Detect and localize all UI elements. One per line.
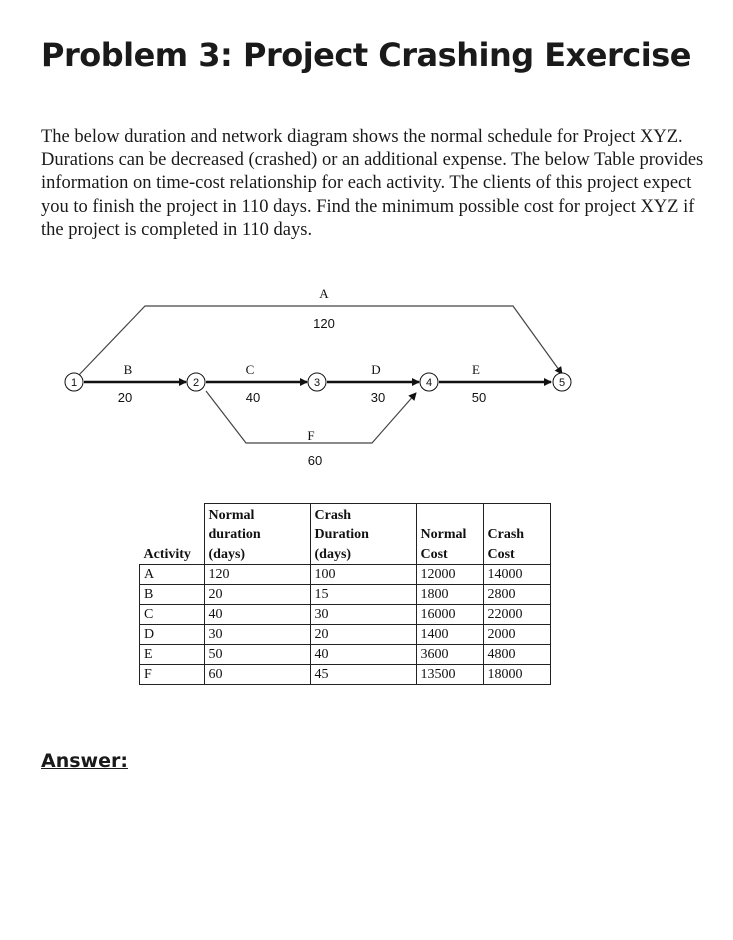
svg-text:3: 3 [313,377,321,389]
cell-crash-duration: 45 [310,665,416,685]
label-a: A [319,286,329,301]
cell-normal-cost: 1800 [416,585,483,605]
header-normal-duration: Normal duration (days) [204,504,310,565]
table-row [140,645,551,665]
table-row [140,605,551,625]
cell-activity: D [140,625,205,645]
node-3 [308,373,326,391]
node-1 [65,373,83,391]
answer-label: Answer: [41,750,128,772]
duration-c: 40 [245,390,261,405]
duration-e: 50 [471,390,487,405]
duration-f: 60 [307,453,323,468]
cell-normal-duration: 40 [204,605,310,625]
svg-text:4: 4 [425,377,433,389]
table-row [140,585,551,605]
label-f: F [307,428,315,443]
cell-normal-cost: 1400 [416,625,483,645]
cell-crash-cost: 22000 [483,605,550,625]
cell-crash-cost: 2800 [483,585,550,605]
cell-activity: B [140,585,205,605]
cell-normal-cost: 12000 [416,565,483,585]
cell-activity: A [140,565,205,585]
svg-text:5: 5 [558,377,566,389]
cell-normal-cost: 13500 [416,665,483,685]
node-4 [420,373,438,391]
cell-activity: E [140,645,205,665]
cell-crash-cost: 18000 [483,665,550,685]
svg-text:2: 2 [192,377,200,389]
label-c: C [245,362,255,377]
cell-crash-cost: 4800 [483,645,550,665]
cell-normal-cost: 3600 [416,645,483,665]
label-e: E [472,362,480,377]
header-crash-cost: Crash Cost [483,504,550,565]
table-row [140,665,551,685]
table-row [140,565,551,585]
cell-crash-duration: 30 [310,605,416,625]
cell-normal-duration: 60 [204,665,310,685]
page-title: Problem 3: Project Crashing Exercise [41,36,691,74]
header-normal-cost: Normal Cost [416,504,483,565]
problem-description: The below duration and network diagram shows the normal schedule for Project XYZ. Durations can be decreased (crashed) or an additional expense. The below Table provides information on time-cost relationship for each activity. The clients of this project expect you to finish the project in 110 days. Find the minimum possible cost for project XYZ if the project is completed in 110 days. [41,127,704,240]
duration-b: 20 [117,390,133,405]
svg-text:1: 1 [70,377,78,389]
table-row [140,625,551,645]
cell-crash-duration: 40 [310,645,416,665]
label-b: B [123,362,133,377]
cell-normal-duration: 50 [204,645,310,665]
header-crash-duration: Crash Duration (days) [310,504,416,565]
cell-activity: F [140,665,205,685]
cell-crash-duration: 20 [310,625,416,645]
cell-crash-cost: 2000 [483,625,550,645]
cell-crash-cost: 14000 [483,565,550,585]
cell-activity: C [140,605,205,625]
node-2 [187,373,205,391]
cell-normal-duration: 20 [204,585,310,605]
table-header-row [140,504,551,565]
duration-d: 30 [370,390,386,405]
header-activity: Activity [143,546,191,562]
cell-normal-duration: 120 [204,565,310,585]
time-cost-table [139,503,551,685]
cell-crash-duration: 100 [310,565,416,585]
cell-normal-cost: 16000 [416,605,483,625]
label-d: D [371,362,381,377]
node-5 [553,373,571,391]
duration-a: 120 [313,316,335,331]
cell-crash-duration: 15 [310,585,416,605]
cell-normal-duration: 30 [204,625,310,645]
